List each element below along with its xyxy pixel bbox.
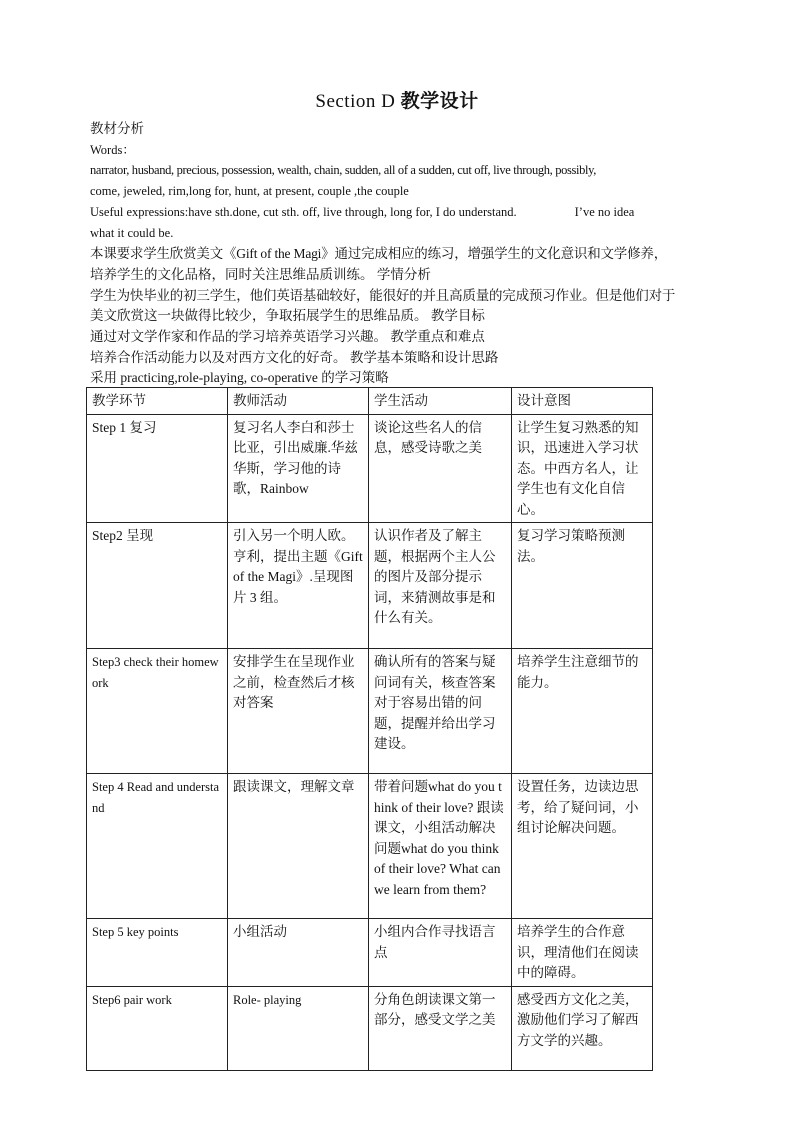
header-cell: 教学环节 xyxy=(87,388,228,415)
words-line-1: narrator, husband, precious, possession, wealth, chain, sudden, all of a sudden, cut off, live through, possibly, xyxy=(90,163,597,177)
table-row xyxy=(87,523,653,649)
step-cell: Step3 check their homework xyxy=(87,649,228,774)
intent-cell: 复习学习策略预测法。 xyxy=(512,523,653,649)
paragraph-3-line-2: 培养合作活动能力以及对西方文化的好奇。 教学基本策略和设计思路 xyxy=(90,350,499,365)
table-row xyxy=(87,649,653,774)
teacher-cell: 跟读课文，理解文章 xyxy=(228,774,369,919)
student-cell: 小组内合作寻找语言点 xyxy=(369,919,512,987)
step-cell: Step 1 复习 xyxy=(87,414,228,523)
intent-cell: 培养学生的合作意识，理清他们在阅读中的障碍。 xyxy=(512,919,653,987)
useful-expressions-a: Useful expressions:have sth.done, cut sth. off, live through, long for, I do understand. xyxy=(90,205,517,219)
teacher-cell: 复习名人李白和莎士比亚，引出威廉.华兹华斯，学习他的诗歌，Rainbow xyxy=(228,414,369,523)
header-cell: 设计意图 xyxy=(512,388,653,415)
student-cell: 确认所有的答案与疑问词有关，核查答案对于容易出错的问题，提醒并给出学习建设。 xyxy=(369,649,512,774)
paragraph-2-line-2: 美文欣赏这一块做得比较少，争取拓展学生的思维品质。 教学目标 xyxy=(90,308,485,323)
title-en: Section D xyxy=(315,91,396,112)
step-cell: Step 4 Read and understand xyxy=(87,774,228,919)
paragraph-2-line-1: 学生为快毕业的初三学生，他们英语基础较好，能很好的并且高质量的完成预习作业。但是他们对于 xyxy=(90,288,676,303)
table-row xyxy=(87,414,653,523)
document-title xyxy=(0,86,794,113)
header-cell: 学生活动 xyxy=(369,388,512,415)
teacher-cell: 引入另一个明人欧。亨利，提出主题《Gift of the Magi》.呈现图片 3 组。 xyxy=(228,523,369,649)
paragraph-1-line-2: 培养学生的文化品格，同时关注思维品质训练。 学情分析 xyxy=(90,267,431,282)
table-row xyxy=(87,919,653,987)
step-cell: Step2 呈现 xyxy=(87,523,228,649)
student-cell: 带着问题what do you think of their love? 跟读课文，小组活动解决问题what do you think of their love? What can we learn from them? xyxy=(369,774,512,919)
paragraph-1-line-1: 本课要求学生欣赏美文《Gift of the Magi》通过完成相应的练习，增强学生的文化意识和文学修养， xyxy=(90,246,668,261)
teacher-cell: 小组活动 xyxy=(228,919,369,987)
student-cell: 认识作者及了解主题，根据两个主人公的图片及部分提示词，来猜测故事是和什么有关。 xyxy=(369,523,512,649)
header-cell: 教师活动 xyxy=(228,388,369,415)
title-cn: 教学设计 xyxy=(400,91,479,112)
intent-cell: 感受西方文化之美，激励他们学习了解西方文学的兴趣。 xyxy=(512,986,653,1070)
useful-expressions-line-2: what it could be. xyxy=(90,226,174,240)
table-row xyxy=(87,986,653,1070)
words-line-2: come, jeweled, rim,long for, hunt, at present, couple ,the couple xyxy=(90,184,409,198)
intent-cell: 让学生复习熟悉的知识，迅速进入学习状态。中西方名人，让学生也有文化自信心。 xyxy=(512,414,653,523)
useful-expressions-b: I’ve no idea xyxy=(574,205,635,219)
step-cell: Step 5 key points xyxy=(87,919,228,987)
words-label: Words： xyxy=(90,143,135,157)
section-heading: 教材分析 xyxy=(90,121,144,136)
teacher-cell: 安排学生在呈现作业之前，检查然后才核对答案 xyxy=(228,649,369,774)
intent-cell: 设置任务，边读边思考，给了疑问词，小组讨论解决问题。 xyxy=(512,774,653,919)
useful-expressions-line-1 xyxy=(90,203,634,222)
table-header-row xyxy=(87,388,653,415)
student-cell: 分角色朗读课文第一部分，感受文学之美 xyxy=(369,986,512,1070)
teaching-plan-table xyxy=(86,387,653,1071)
paragraph-3-line-1: 通过对文学作家和作品的学习培养英语学习兴趣。 教学重点和难点 xyxy=(90,329,485,344)
paragraph-3-line-3: 采用 practicing,role-playing, co-operative 的学习策略 xyxy=(90,370,389,385)
intent-cell: 培养学生注意细节的能力。 xyxy=(512,649,653,774)
student-cell: 谈论这些名人的信息，感受诗歌之美 xyxy=(369,414,512,523)
teacher-cell: Role- playing xyxy=(228,986,369,1070)
step-cell: Step6 pair work xyxy=(87,986,228,1070)
table-row xyxy=(87,774,653,919)
